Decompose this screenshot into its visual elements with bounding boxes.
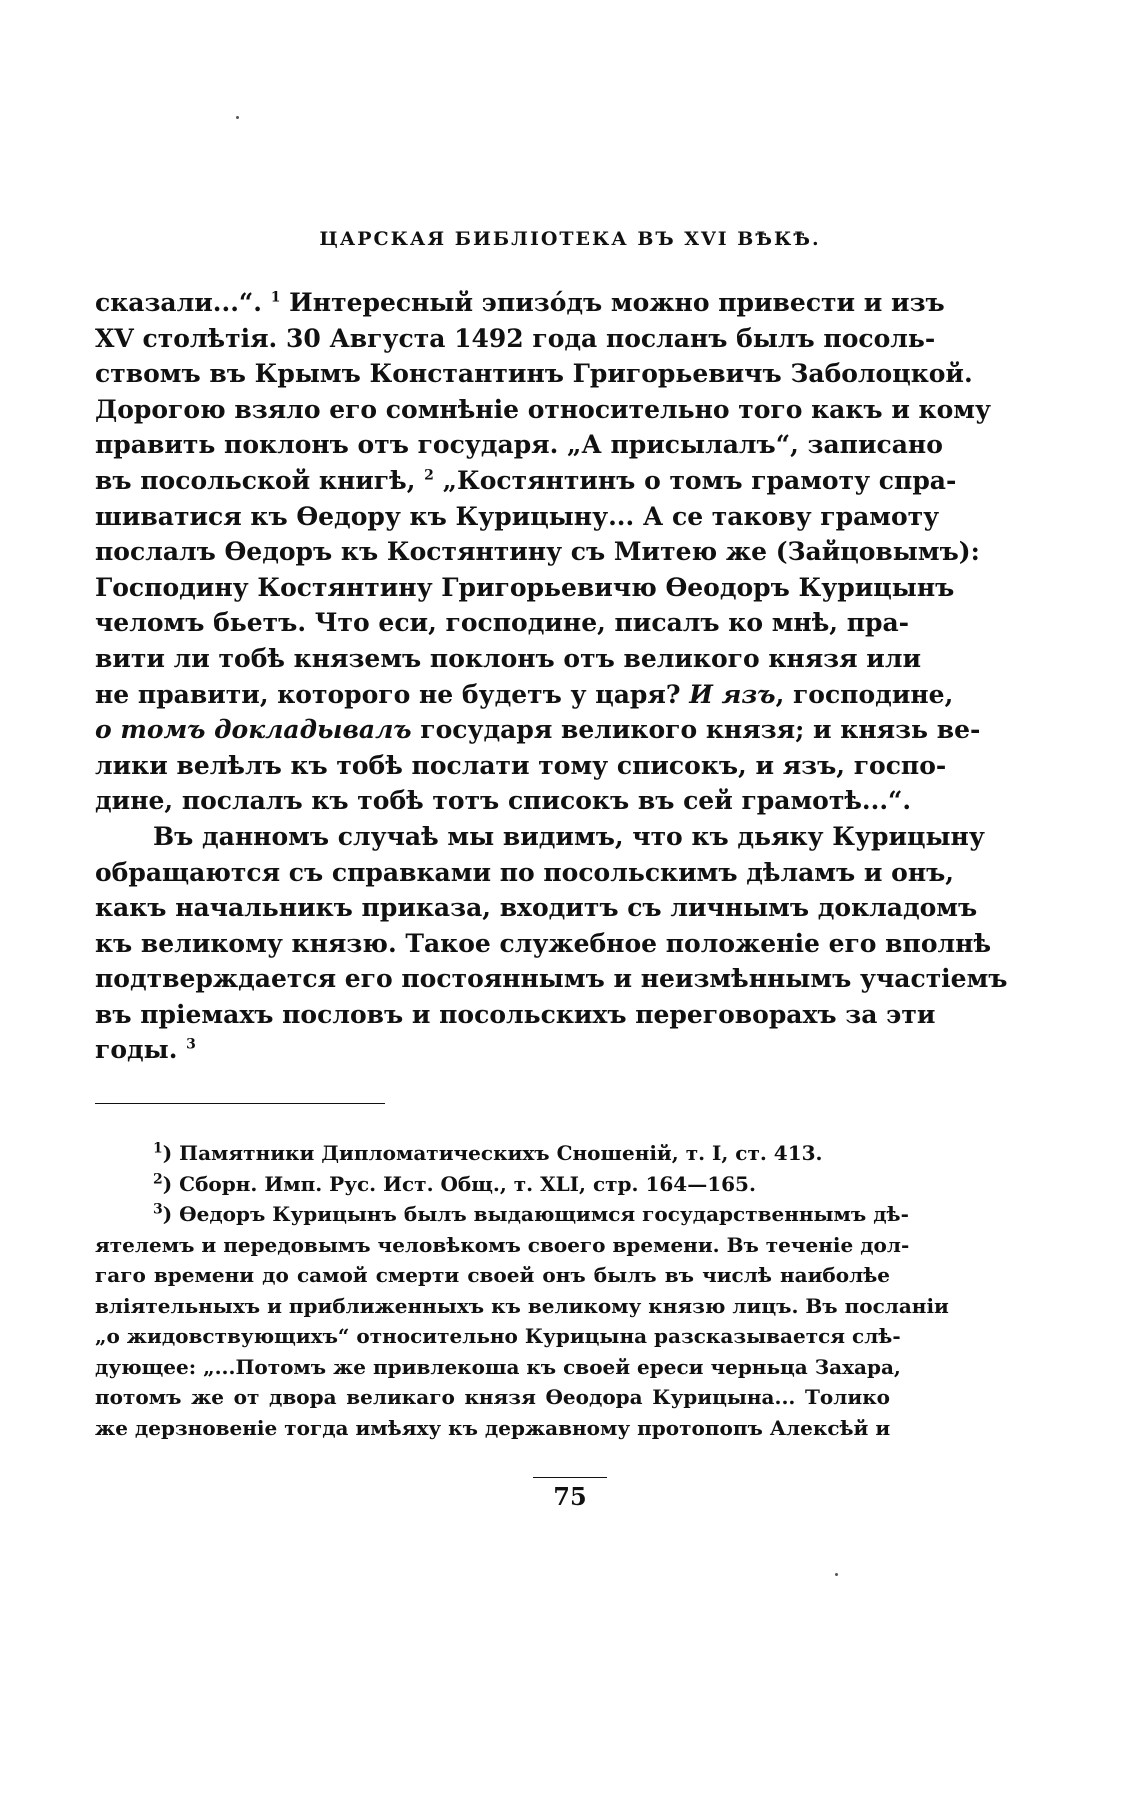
text-line: вити ли тобѣ княземъ поклонъ отъ великого князя или	[95, 643, 922, 673]
text-line: обращаются съ справками по посольскимъ дѣламъ и онъ,	[95, 857, 955, 887]
footnote-line: же дерзновеніе тогда имѣяху къ державному протопопъ Алексѣй и	[95, 1415, 891, 1440]
paragraph-start-line: Въ данномъ случаѣ мы видимъ, что къ дьяку Курицыну	[153, 821, 985, 851]
italic-text: о томъ докладывалъ	[95, 715, 412, 745]
footnote-marker: 2	[424, 467, 434, 484]
text-line: о томъ докладывалъ государя великого князя; и князь ве-	[95, 715, 981, 745]
text-line: XV столѣтія. 30 Августа 1492 года посланъ былъ посоль-	[95, 323, 936, 353]
text-line: Дорогою взяло его сомнѣніе относительно того какъ и кому	[95, 394, 992, 424]
running-header: ЦАРСКАЯ БИБЛІОТЕКА ВЪ XVI ВѢКѢ.	[319, 228, 821, 250]
text-line: въ пріемахъ пословъ и посольскихъ переговорахъ за эти	[95, 999, 936, 1029]
text-line: шиватися къ Ѳедору къ Курицыну... А се такову грамоту	[95, 501, 940, 531]
footnote-2: $^2$) Сборн. Имп. Рус. Ист. Общ., т. XLI, стр. 164—165.	[153, 1170, 756, 1196]
footnotes	[95, 1138, 949, 1443]
text-line: Господину Костянтину Григорьевичю Ѳеодоръ Курицынъ	[95, 572, 955, 602]
text-line: не правити, которого не будетъ у царя? И язъ, господине,	[95, 679, 954, 709]
text-line: дине, послалъ къ тобѣ тотъ списокъ въ сей грамотѣ...“.	[95, 786, 912, 816]
footnote-line: дующее: „...Потомъ же привлекоша къ своей ереси черньца Захара,	[95, 1354, 901, 1379]
footnote-3: $^3$) Ѳедоръ Курицынъ былъ выдающимся государственнымъ дѣ-	[153, 1201, 909, 1226]
footnote-line: „о жидовствующихъ“ относительно Курицына разсказывается слѣ-	[95, 1324, 901, 1348]
text-line: править поклонъ отъ государя. „А присылалъ“, записано	[95, 430, 943, 460]
footnote-1: $^1$) Памятники Дипломатическихъ Сношеній, т. I, ст. 413.	[153, 1140, 823, 1165]
text-line: подтверждается его постояннымъ и неизмѣннымъ участіемъ	[95, 964, 1008, 994]
footnote-line: вліятельныхъ и приближенныхъ къ великому князю лицъ. Въ посланіи	[95, 1293, 949, 1318]
page-number: 75	[0, 1477, 1140, 1511]
scan-speck	[236, 116, 239, 119]
text-line: послалъ Ѳедоръ къ Костянтину съ Митею же (Зайцовымъ):	[95, 537, 980, 567]
italic-text: И язъ	[689, 679, 776, 709]
text-line: годы. $^3$	[95, 1035, 196, 1065]
text-line: лики велѣлъ къ тобѣ послати тому списокъ, и язъ, госпо-	[95, 750, 947, 780]
text-line: челомъ бьетъ. Что еси, господине, писалъ ко мнѣ, пра-	[95, 608, 910, 638]
text-line: сказали...“. $^1$ Интересный эпизóдъ можно привести и изъ	[95, 288, 945, 317]
main-text	[95, 285, 1008, 1068]
footnote-line: ятелемъ и передовымъ человѣкомъ своего времени. Въ теченіе дол-	[95, 1232, 910, 1257]
footnote-marker: 3	[186, 1037, 196, 1054]
text-line: въ посольской книгѣ, $^2$ „Костянтинъ о томъ грамоту спра-	[95, 465, 957, 495]
text-line: ствомъ въ Крымъ Константинъ Григорьевичъ Заболоцкой.	[95, 359, 973, 389]
text-line: къ великому князю. Такое служебное положеніе его вполнѣ	[95, 928, 992, 958]
footnote-separator	[95, 1103, 385, 1104]
text-line: какъ начальникъ приказа, входитъ съ личнымъ докладомъ	[95, 893, 978, 923]
footnote-line: гаго времени до самой смерти своей онъ былъ въ числѣ наиболѣе	[95, 1263, 890, 1287]
footnote-marker: 1	[270, 289, 281, 306]
scan-speck	[835, 1573, 838, 1576]
footnote-line: потомъ же от двора великаго князя Ѳеодора Курицына... Толико	[95, 1385, 890, 1409]
